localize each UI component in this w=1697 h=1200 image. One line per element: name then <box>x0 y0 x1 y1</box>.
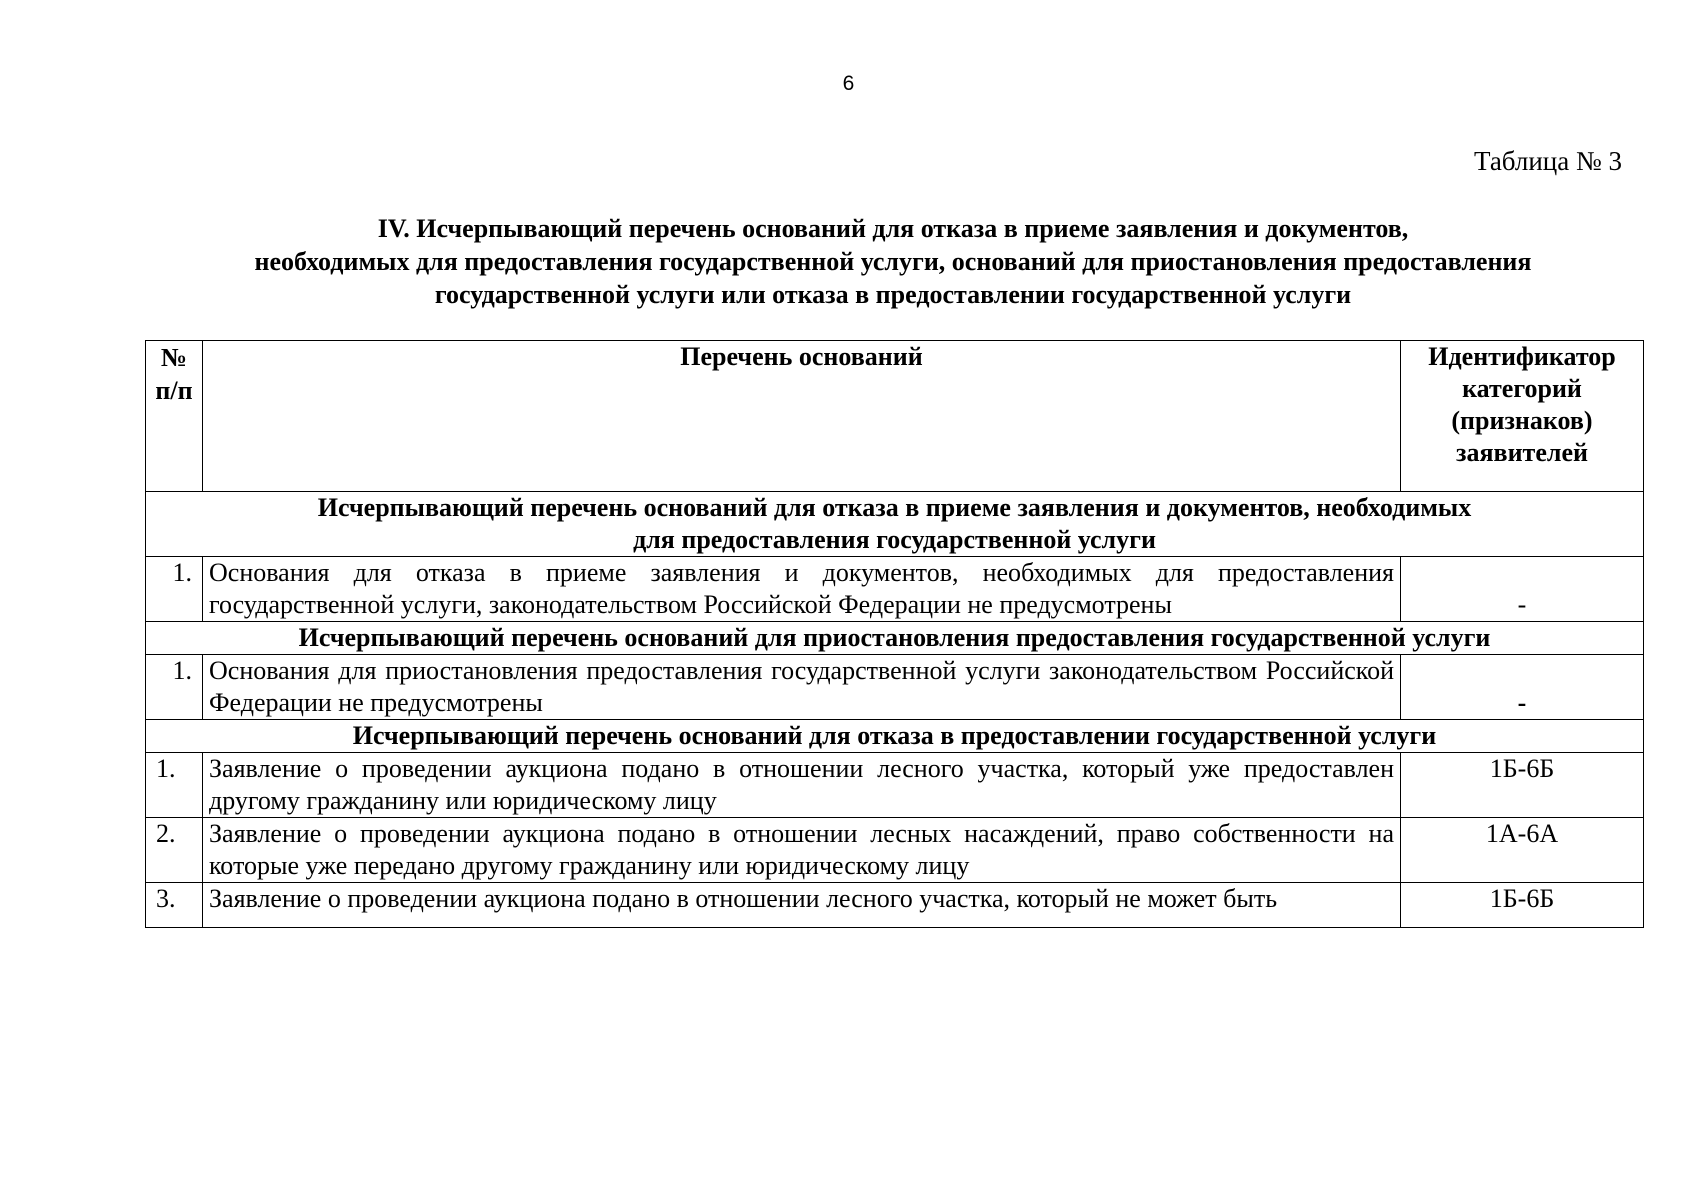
group-heading-line: Исчерпывающий перечень оснований для приостановления предоставления государственной услуги <box>298 623 1491 652</box>
group-heading-row <box>146 492 1644 557</box>
group-heading-row <box>146 720 1644 753</box>
row-identifier: - <box>1401 655 1644 720</box>
table-header-row <box>146 341 1644 492</box>
header-identifier-line: (признаков) <box>1451 406 1593 435</box>
header-number-abbrev: п/п <box>155 376 193 405</box>
table-row <box>146 753 1644 818</box>
section-title-line: IV. Исчерпывающий перечень оснований для отказа в приеме заявления и документов, <box>377 214 1409 243</box>
table-row <box>146 818 1644 883</box>
page-number: 6 <box>842 72 855 95</box>
row-identifier: - <box>1401 557 1644 622</box>
row-identifier: 1Б-6Б <box>1401 753 1644 818</box>
header-grounds: Перечень оснований <box>203 341 1401 492</box>
group-heading-line: Исчерпывающий перечень оснований для отказа в приеме заявления и документов, необходимых <box>317 493 1472 522</box>
row-ground-text: Основания для отказа в приеме заявления и документов, необходимых для предоставления государственной услуги, законодательством Российской Федерации не предусмотрены <box>203 557 1401 622</box>
row-number: 1. <box>146 655 203 720</box>
row-number: 3. <box>146 883 203 928</box>
group-heading-service-refusal <box>146 720 1644 753</box>
grounds-table <box>145 340 1644 928</box>
table-row <box>146 883 1644 928</box>
header-identifier-line: Идентификатор <box>1428 342 1616 371</box>
row-ground-text: Заявление о проведении аукциона подано в отношении лесного участка, который уже предоставлен другому гражданину или юридическому лицу <box>203 753 1401 818</box>
row-number: 2. <box>146 818 203 883</box>
table-row <box>146 655 1644 720</box>
header-number-symbol: № <box>160 343 188 372</box>
group-heading-line: Исчерпывающий перечень оснований для отказа в предоставлении государственной услуги <box>352 721 1437 750</box>
section-title-line: необходимых для предоставления государственной услуги, оснований для приостановления предоставления <box>254 247 1532 276</box>
group-heading-reception-refusal <box>146 492 1644 557</box>
row-identifier: 1А-6А <box>1401 818 1644 883</box>
group-heading-row <box>146 622 1644 655</box>
section-title-line: государственной услуги или отказа в предоставлении государственной услуги <box>434 280 1352 309</box>
header-identifier <box>1401 341 1644 492</box>
section-title <box>148 212 1638 311</box>
header-identifier-line: заявителей <box>1456 438 1588 467</box>
row-ground-text: Заявление о проведении аукциона подано в отношении лесных насаждений, право собственности на которые уже передано другому гражданину или юридическому лицу <box>203 818 1401 883</box>
row-identifier: 1Б-6Б <box>1401 883 1644 928</box>
row-ground-text: Основания для приостановления предоставления государственной услуги законодательством Российской Федерации не предусмотрены <box>203 655 1401 720</box>
group-heading-suspension <box>146 622 1644 655</box>
header-identifier-line: категорий <box>1462 374 1582 403</box>
header-number <box>146 341 203 492</box>
row-ground-text: Заявление о проведении аукциона подано в отношении лесного участка, который не может быть <box>203 883 1401 928</box>
group-heading-line: для предоставления государственной услуги <box>633 525 1156 554</box>
table-label: Таблица № 3 <box>1474 146 1622 176</box>
row-number: 1. <box>146 557 203 622</box>
table-row <box>146 557 1644 622</box>
row-number: 1. <box>146 753 203 818</box>
